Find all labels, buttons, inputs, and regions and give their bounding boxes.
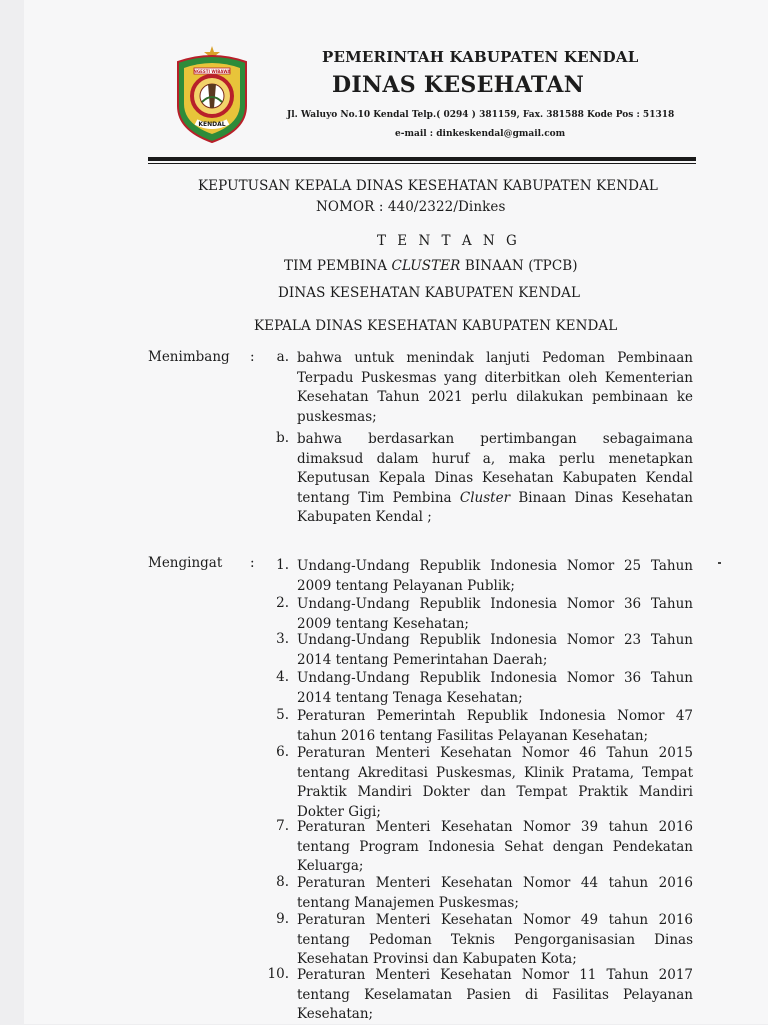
menimbang-item-b-post: Binaan Dinas Kesehatan Kabupaten Kendal ; (297, 489, 694, 526)
mengingat-item: Peraturan Menteri Kesehatan Nomor 11 Tahun 2017 tentang Keselamatan Pasien di Fasilitas Pelayanan Kesehatan; (297, 967, 693, 1023)
menimbang-item-b-italic: Cluster (459, 489, 511, 506)
mengingat-item: Undang-Undang Republik Indonesia Nomor 23 Tahun 2014 tentang Pemerintahan Daerah; (297, 632, 693, 668)
kendal-regency-emblem (172, 44, 252, 144)
mengingat-item: Peraturan Pemerintah Republik Indonesia Nomor 47 tahun 2016 tentang Fasilitas Pelayanan Kesehatan; (297, 708, 693, 744)
decree-subject (284, 258, 578, 274)
mengingat-item: Peraturan Menteri Kesehatan Nomor 44 tahun 2016 tentang Manajemen Puskesmas; (297, 875, 693, 911)
mengingat-marker: 5. (276, 707, 289, 723)
mengingat-item: Peraturan Menteri Kesehatan Nomor 46 Tahun 2015 tentang Akreditasi Puskesmas, Klinik Pratama, Tempat Praktik Mandiri Dokter dan Tempat Praktik Mandiri Dokter Gigi; (297, 745, 693, 820)
mengingat-marker: 4. (276, 669, 289, 685)
mengingat-marker: 9. (276, 911, 289, 927)
menimbang-item-b-pre: bahwa berdasarkan pertimbangan sebagaimana dimaksud dalam huruf a, maka perlu menetapkan Keputusan Kepala Dinas Kesehatan Kabupaten Kendal tentang Tim Pembina (297, 431, 693, 506)
mengingat-marker: 7. (276, 818, 289, 834)
mengingat-marker: 8. (276, 874, 289, 890)
mengingat-colon: : (250, 555, 255, 571)
mengingat-item: Peraturan Menteri Kesehatan Nomor 39 tahun 2016 tentang Program Indonesia Sehat dengan Pendekatan Keluarga; (297, 819, 693, 875)
mengingat-marker: 2. (276, 595, 289, 611)
menimbang-marker: b. (276, 430, 289, 446)
mengingat-marker: 10. (267, 966, 289, 982)
agency-name: DINAS KESEHATAN (332, 72, 585, 98)
decree-subject-line2: DINAS KESEHATAN KABUPATEN KENDAL (278, 285, 581, 301)
mengingat-item: Undang-Undang Republik Indonesia Nomor 36 Tahun 2009 tentang Kesehatan; (297, 596, 693, 632)
decree-about: T E N T A N G (377, 233, 521, 249)
menimbang-marker: a. (276, 349, 289, 365)
menimbang-label: Menimbang (148, 349, 230, 365)
decree-subject-pre: TIM PEMBINA (284, 258, 392, 274)
mengingat-marker: 1. (276, 557, 289, 573)
mengingat-item: Undang-Undang Republik Indonesia Nomor 25 Tahun 2009 tentang Pelayanan Publik; (297, 558, 693, 594)
agency-email: e-mail : dinkeskendal@gmail.com (395, 129, 566, 139)
menimbang-item (297, 430, 693, 528)
svg-text:NGESTI WIBAWA: NGESTI WIBAWA (193, 69, 231, 74)
mengingat-item: Peraturan Menteri Kesehatan Nomor 49 tahun 2016 tentang Pedoman Teknis Pengorganisasian Dinas Kesehatan Provinsi dan Kabupaten Kota; (297, 912, 693, 968)
decree-title: KEPUTUSAN KEPALA DINAS KESEHATAN KABUPATEN KENDAL (198, 178, 658, 194)
agency-address: Jl. Waluyo No.10 Kendal Telp.( 0294 ) 381159, Fax. 381588 Kode Pos : 51318 (287, 110, 675, 120)
svg-text:KENDAL: KENDAL (198, 121, 226, 128)
government-name: PEMERINTAH KABUPATEN KENDAL (322, 48, 639, 66)
mengingat-item: Undang-Undang Republik Indonesia Nomor 36 Tahun 2014 tentang Tenaga Kesehatan; (297, 670, 693, 706)
menimbang-colon: : (250, 349, 255, 365)
letterhead-rule-thick (148, 157, 696, 161)
letterhead-rule-thin (148, 163, 696, 164)
mengingat-marker: 6. (276, 744, 289, 760)
decree-subject-italic: CLUSTER (391, 258, 461, 274)
decree-number: NOMOR : 440/2322/Dinkes (316, 199, 506, 215)
mengingat-label: Mengingat (148, 555, 223, 571)
decree-issuer: KEPALA DINAS KESEHATAN KABUPATEN KENDAL (254, 318, 618, 334)
mengingat-marker: 3. (276, 631, 289, 647)
menimbang-item: bahwa untuk menindak lanjuti Pedoman Pembinaan Terpadu Puskesmas yang diterbitkan oleh Kementerian Kesehatan Tahun 2021 perlu dilakukan pembinaan ke puskesmas; (297, 350, 693, 425)
scan-speck (718, 562, 721, 564)
decree-subject-post: BINAAN (TPCB) (460, 258, 578, 274)
